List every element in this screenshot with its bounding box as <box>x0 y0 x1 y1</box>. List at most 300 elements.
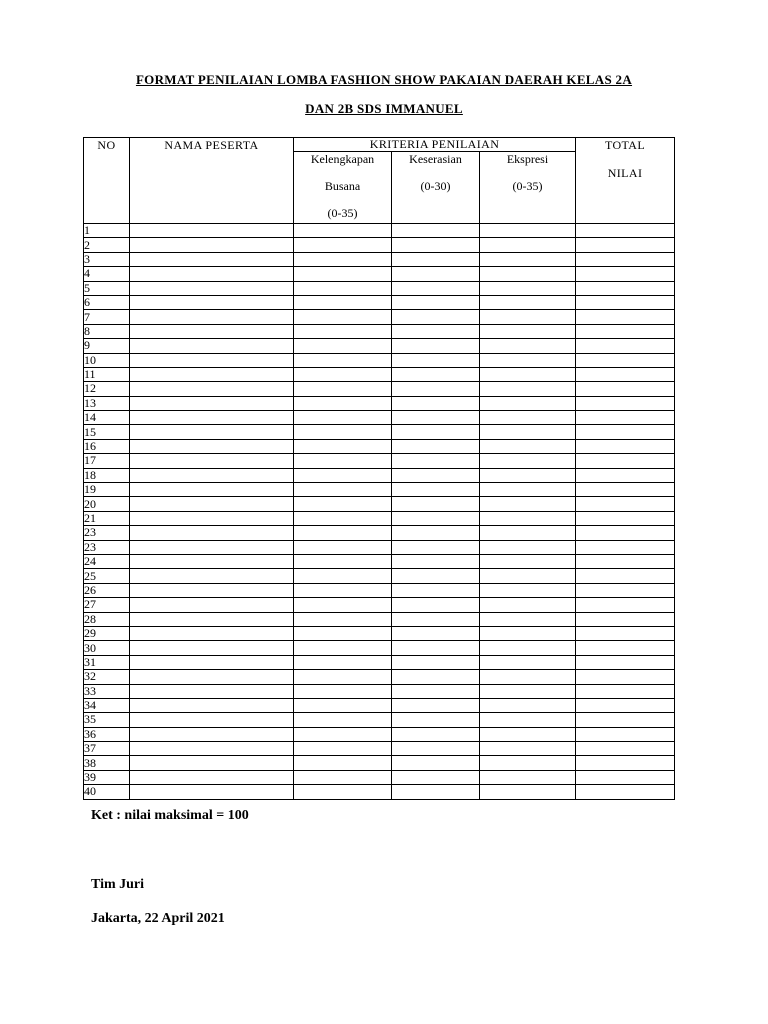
cell-total-nilai <box>576 295 675 309</box>
cell-keserasian <box>392 583 480 597</box>
cell-nama-peserta <box>130 367 294 381</box>
table-row <box>84 238 675 252</box>
header-kriteria-penilaian: KRITERIA PENILAIAN <box>294 138 576 152</box>
row-number: 27 <box>84 598 130 612</box>
cell-total-nilai <box>576 583 675 597</box>
row-number: 26 <box>84 583 130 597</box>
table-row <box>84 483 675 497</box>
cell-ekspresi <box>480 281 576 295</box>
row-number: 16 <box>84 439 130 453</box>
cell-kelengkapan <box>294 713 392 727</box>
table-row <box>84 281 675 295</box>
table-row <box>84 468 675 482</box>
cell-kelengkapan <box>294 785 392 799</box>
table-row <box>84 367 675 381</box>
cell-keserasian <box>392 511 480 525</box>
cell-nama-peserta <box>130 396 294 410</box>
cell-kelengkapan <box>294 655 392 669</box>
cell-total-nilai <box>576 713 675 727</box>
cell-total-nilai <box>576 382 675 396</box>
row-number: 18 <box>84 468 130 482</box>
cell-total-nilai <box>576 252 675 266</box>
cell-total-nilai <box>576 540 675 554</box>
table-row <box>84 770 675 784</box>
cell-total-nilai <box>576 281 675 295</box>
row-number: 31 <box>84 655 130 669</box>
table-row <box>84 425 675 439</box>
row-number: 28 <box>84 612 130 626</box>
cell-nama-peserta <box>130 252 294 266</box>
cell-total-nilai <box>576 425 675 439</box>
table-row <box>84 224 675 238</box>
cell-ekspresi <box>480 497 576 511</box>
cell-ekspresi <box>480 267 576 281</box>
criteria-name: Ekspresi <box>506 152 549 166</box>
row-number: 25 <box>84 569 130 583</box>
cell-ekspresi <box>480 339 576 353</box>
cell-nama-peserta <box>130 411 294 425</box>
cell-kelengkapan <box>294 454 392 468</box>
document-title-line1: FORMAT PENILAIAN LOMBA FASHION SHOW PAKAIAN DAERAH KELAS 2A <box>135 72 633 87</box>
cell-keserasian <box>392 324 480 338</box>
table-row <box>84 540 675 554</box>
cell-kelengkapan <box>294 626 392 640</box>
jury-team-label: Tim Juri <box>91 877 145 892</box>
cell-ekspresi <box>480 310 576 324</box>
cell-kelengkapan <box>294 598 392 612</box>
table-row <box>84 612 675 626</box>
row-number: 32 <box>84 670 130 684</box>
table-row <box>84 252 675 266</box>
row-number: 33 <box>84 684 130 698</box>
row-number: 30 <box>84 641 130 655</box>
cell-keserasian <box>392 281 480 295</box>
cell-total-nilai <box>576 411 675 425</box>
cell-nama-peserta <box>130 670 294 684</box>
cell-kelengkapan <box>294 756 392 770</box>
table-row <box>84 526 675 540</box>
cell-total-nilai <box>576 526 675 540</box>
cell-ekspresi <box>480 367 576 381</box>
cell-total-nilai <box>576 367 675 381</box>
cell-kelengkapan <box>294 497 392 511</box>
cell-total-nilai <box>576 339 675 353</box>
header-total-nilai <box>576 138 675 224</box>
table-row <box>84 310 675 324</box>
table-row <box>84 411 675 425</box>
cell-kelengkapan <box>294 641 392 655</box>
score-table <box>83 137 675 800</box>
row-number: 35 <box>84 713 130 727</box>
row-number: 8 <box>84 324 130 338</box>
cell-total-nilai <box>576 267 675 281</box>
cell-total-nilai <box>576 684 675 698</box>
row-number: 38 <box>84 756 130 770</box>
cell-ekspresi <box>480 526 576 540</box>
cell-kelengkapan <box>294 425 392 439</box>
cell-nama-peserta <box>130 612 294 626</box>
cell-ekspresi <box>480 511 576 525</box>
cell-keserasian <box>392 655 480 669</box>
cell-ekspresi <box>480 770 576 784</box>
cell-total-nilai <box>576 770 675 784</box>
cell-keserasian <box>392 770 480 784</box>
cell-nama-peserta <box>130 655 294 669</box>
cell-ekspresi <box>480 382 576 396</box>
cell-ekspresi <box>480 468 576 482</box>
cell-nama-peserta <box>130 324 294 338</box>
cell-ekspresi <box>480 324 576 338</box>
cell-keserasian <box>392 670 480 684</box>
row-number: 39 <box>84 770 130 784</box>
cell-ekspresi <box>480 439 576 453</box>
cell-kelengkapan <box>294 670 392 684</box>
cell-total-nilai <box>576 569 675 583</box>
cell-total-nilai <box>576 396 675 410</box>
header-nilai-label: NILAI <box>607 166 643 180</box>
criteria-range: (0-35) <box>512 179 543 193</box>
table-row <box>84 396 675 410</box>
cell-total-nilai <box>576 756 675 770</box>
cell-nama-peserta <box>130 468 294 482</box>
row-number: 5 <box>84 281 130 295</box>
cell-ekspresi <box>480 224 576 238</box>
cell-total-nilai <box>576 454 675 468</box>
row-number: 29 <box>84 626 130 640</box>
cell-kelengkapan <box>294 310 392 324</box>
cell-nama-peserta <box>130 626 294 640</box>
cell-ekspresi <box>480 252 576 266</box>
cell-kelengkapan <box>294 511 392 525</box>
cell-keserasian <box>392 727 480 741</box>
note-max-score: Ket : nilai maksimal = 100 <box>91 808 249 823</box>
criteria-name-line2: Busana <box>324 179 361 193</box>
cell-keserasian <box>392 310 480 324</box>
cell-kelengkapan <box>294 396 392 410</box>
row-number: 19 <box>84 483 130 497</box>
cell-keserasian <box>392 698 480 712</box>
cell-total-nilai <box>576 655 675 669</box>
cell-kelengkapan <box>294 281 392 295</box>
cell-keserasian <box>392 684 480 698</box>
cell-keserasian <box>392 554 480 568</box>
header-no: NO <box>84 138 130 224</box>
cell-nama-peserta <box>130 238 294 252</box>
cell-keserasian <box>392 439 480 453</box>
cell-nama-peserta <box>130 526 294 540</box>
cell-kelengkapan <box>294 367 392 381</box>
table-row <box>84 583 675 597</box>
row-number: 2 <box>84 238 130 252</box>
cell-ekspresi <box>480 569 576 583</box>
cell-kelengkapan <box>294 238 392 252</box>
table-row <box>84 382 675 396</box>
cell-kelengkapan <box>294 770 392 784</box>
cell-kelengkapan <box>294 554 392 568</box>
cell-nama-peserta <box>130 742 294 756</box>
cell-total-nilai <box>576 497 675 511</box>
cell-kelengkapan <box>294 267 392 281</box>
cell-ekspresi <box>480 655 576 669</box>
cell-ekspresi <box>480 425 576 439</box>
cell-nama-peserta <box>130 439 294 453</box>
row-number: 23 <box>84 526 130 540</box>
cell-nama-peserta <box>130 310 294 324</box>
cell-ekspresi <box>480 396 576 410</box>
criteria-name: Kelengkapan <box>310 152 375 166</box>
cell-kelengkapan <box>294 612 392 626</box>
cell-keserasian <box>392 756 480 770</box>
table-row <box>84 713 675 727</box>
cell-nama-peserta <box>130 770 294 784</box>
cell-kelengkapan <box>294 583 392 597</box>
cell-keserasian <box>392 411 480 425</box>
cell-nama-peserta <box>130 756 294 770</box>
cell-ekspresi <box>480 612 576 626</box>
row-number: 37 <box>84 742 130 756</box>
cell-nama-peserta <box>130 713 294 727</box>
cell-ekspresi <box>480 295 576 309</box>
cell-keserasian <box>392 367 480 381</box>
row-number: 1 <box>84 224 130 238</box>
cell-ekspresi <box>480 353 576 367</box>
cell-keserasian <box>392 785 480 799</box>
table-row <box>84 727 675 741</box>
cell-nama-peserta <box>130 454 294 468</box>
cell-nama-peserta <box>130 382 294 396</box>
row-number: 6 <box>84 295 130 309</box>
row-number: 10 <box>84 353 130 367</box>
cell-keserasian <box>392 612 480 626</box>
cell-nama-peserta <box>130 497 294 511</box>
cell-keserasian <box>392 267 480 281</box>
cell-nama-peserta <box>130 540 294 554</box>
row-number: 15 <box>84 425 130 439</box>
table-row <box>84 598 675 612</box>
cell-keserasian <box>392 238 480 252</box>
cell-ekspresi <box>480 713 576 727</box>
cell-nama-peserta <box>130 727 294 741</box>
cell-nama-peserta <box>130 295 294 309</box>
table-row <box>84 554 675 568</box>
table-row <box>84 670 675 684</box>
cell-keserasian <box>392 454 480 468</box>
cell-keserasian <box>392 569 480 583</box>
table-row <box>84 655 675 669</box>
cell-total-nilai <box>576 727 675 741</box>
header-kelengkapan <box>294 152 392 224</box>
cell-total-nilai <box>576 238 675 252</box>
cell-kelengkapan <box>294 339 392 353</box>
cell-ekspresi <box>480 727 576 741</box>
table-row <box>84 353 675 367</box>
cell-total-nilai <box>576 353 675 367</box>
cell-kelengkapan <box>294 324 392 338</box>
header-keserasian <box>392 152 480 224</box>
cell-nama-peserta <box>130 339 294 353</box>
table-row <box>84 339 675 353</box>
row-number: 24 <box>84 554 130 568</box>
cell-nama-peserta <box>130 598 294 612</box>
row-number: 13 <box>84 396 130 410</box>
cell-nama-peserta <box>130 698 294 712</box>
cell-keserasian <box>392 252 480 266</box>
cell-nama-peserta <box>130 267 294 281</box>
table-row <box>84 684 675 698</box>
cell-kelengkapan <box>294 411 392 425</box>
cell-total-nilai <box>576 626 675 640</box>
cell-kelengkapan <box>294 483 392 497</box>
cell-kelengkapan <box>294 224 392 238</box>
cell-ekspresi <box>480 641 576 655</box>
cell-keserasian <box>392 339 480 353</box>
row-number: 20 <box>84 497 130 511</box>
cell-keserasian <box>392 295 480 309</box>
cell-ekspresi <box>480 785 576 799</box>
cell-ekspresi <box>480 540 576 554</box>
table-row <box>84 439 675 453</box>
cell-total-nilai <box>576 483 675 497</box>
cell-nama-peserta <box>130 425 294 439</box>
table-row <box>84 742 675 756</box>
table-row <box>84 511 675 525</box>
cell-kelengkapan <box>294 742 392 756</box>
cell-nama-peserta <box>130 569 294 583</box>
cell-keserasian <box>392 353 480 367</box>
row-number: 3 <box>84 252 130 266</box>
cell-kelengkapan <box>294 382 392 396</box>
cell-kelengkapan <box>294 468 392 482</box>
cell-kelengkapan <box>294 295 392 309</box>
row-number: 11 <box>84 367 130 381</box>
cell-ekspresi <box>480 598 576 612</box>
cell-keserasian <box>392 540 480 554</box>
header-nama-peserta: NAMA PESERTA <box>130 138 294 224</box>
cell-keserasian <box>392 641 480 655</box>
cell-nama-peserta <box>130 483 294 497</box>
table-row <box>84 295 675 309</box>
cell-keserasian <box>392 425 480 439</box>
cell-nama-peserta <box>130 554 294 568</box>
cell-keserasian <box>392 382 480 396</box>
table-row <box>84 698 675 712</box>
cell-ekspresi <box>480 684 576 698</box>
cell-ekspresi <box>480 483 576 497</box>
cell-total-nilai <box>576 670 675 684</box>
cell-keserasian <box>392 526 480 540</box>
cell-kelengkapan <box>294 526 392 540</box>
cell-kelengkapan <box>294 353 392 367</box>
criteria-range: (0-30) <box>420 179 451 193</box>
cell-nama-peserta <box>130 224 294 238</box>
table-row <box>84 626 675 640</box>
cell-kelengkapan <box>294 252 392 266</box>
row-number: 23 <box>84 540 130 554</box>
cell-keserasian <box>392 396 480 410</box>
cell-keserasian <box>392 497 480 511</box>
cell-keserasian <box>392 598 480 612</box>
cell-keserasian <box>392 468 480 482</box>
cell-total-nilai <box>576 324 675 338</box>
cell-ekspresi <box>480 698 576 712</box>
cell-ekspresi <box>480 756 576 770</box>
cell-ekspresi <box>480 238 576 252</box>
cell-kelengkapan <box>294 698 392 712</box>
row-number: 7 <box>84 310 130 324</box>
row-number: 12 <box>84 382 130 396</box>
row-number: 9 <box>84 339 130 353</box>
cell-keserasian <box>392 742 480 756</box>
cell-ekspresi <box>480 554 576 568</box>
cell-ekspresi <box>480 454 576 468</box>
cell-keserasian <box>392 224 480 238</box>
cell-kelengkapan <box>294 540 392 554</box>
cell-total-nilai <box>576 468 675 482</box>
cell-total-nilai <box>576 224 675 238</box>
table-row <box>84 756 675 770</box>
header-ekspresi <box>480 152 576 224</box>
cell-total-nilai <box>576 554 675 568</box>
row-number: 4 <box>84 267 130 281</box>
cell-total-nilai <box>576 612 675 626</box>
table-row <box>84 569 675 583</box>
row-number: 14 <box>84 411 130 425</box>
cell-total-nilai <box>576 439 675 453</box>
cell-nama-peserta <box>130 785 294 799</box>
cell-total-nilai <box>576 511 675 525</box>
row-number: 36 <box>84 727 130 741</box>
cell-ekspresi <box>480 411 576 425</box>
table-row <box>84 454 675 468</box>
criteria-range: (0-35) <box>327 206 358 220</box>
criteria-name: Keserasian <box>409 152 462 166</box>
cell-nama-peserta <box>130 583 294 597</box>
cell-nama-peserta <box>130 281 294 295</box>
table-row <box>84 641 675 655</box>
cell-kelengkapan <box>294 727 392 741</box>
cell-total-nilai <box>576 641 675 655</box>
cell-nama-peserta <box>130 511 294 525</box>
cell-keserasian <box>392 626 480 640</box>
cell-ekspresi <box>480 626 576 640</box>
cell-total-nilai <box>576 310 675 324</box>
table-row <box>84 785 675 799</box>
cell-ekspresi <box>480 670 576 684</box>
document-title-line2: DAN 2B SDS IMMANUEL <box>305 101 463 116</box>
cell-nama-peserta <box>130 641 294 655</box>
cell-total-nilai <box>576 698 675 712</box>
row-number: 34 <box>84 698 130 712</box>
cell-nama-peserta <box>130 684 294 698</box>
row-number: 21 <box>84 511 130 525</box>
cell-kelengkapan <box>294 439 392 453</box>
cell-total-nilai <box>576 598 675 612</box>
table-row <box>84 267 675 281</box>
cell-total-nilai <box>576 742 675 756</box>
cell-nama-peserta <box>130 353 294 367</box>
cell-kelengkapan <box>294 569 392 583</box>
cell-kelengkapan <box>294 684 392 698</box>
cell-ekspresi <box>480 583 576 597</box>
table-row <box>84 324 675 338</box>
cell-keserasian <box>392 483 480 497</box>
row-number: 17 <box>84 454 130 468</box>
cell-ekspresi <box>480 742 576 756</box>
place-date: Jakarta, 22 April 2021 <box>91 911 225 926</box>
cell-keserasian <box>392 713 480 727</box>
table-row <box>84 497 675 511</box>
header-total-label: TOTAL <box>604 138 646 152</box>
